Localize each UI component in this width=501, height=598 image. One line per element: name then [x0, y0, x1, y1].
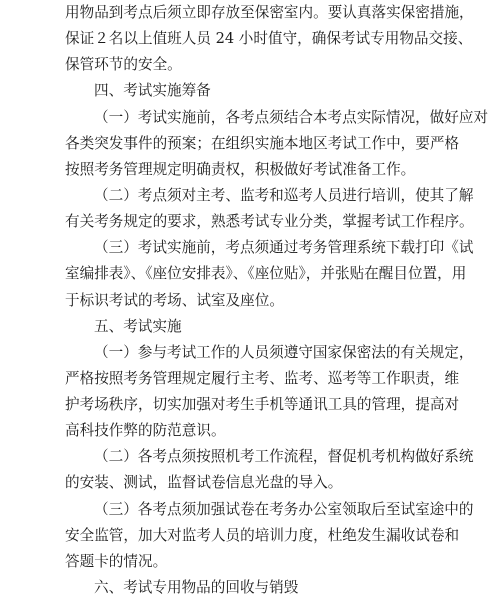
paragraph-line: 保证２名以上值班人员 24 小时值守，确保考试专用物品交接、 [65, 30, 473, 47]
paragraph-line: 的安装、测试，监督试卷信息光盘的导入。 [65, 474, 343, 491]
section-heading: 五、考试实施 [94, 318, 182, 335]
paragraph-line: （二）各考点须按照机考工作流程，督促机考机构做好系统 [94, 448, 474, 465]
paragraph-line: （二）考点须对主考、监考和巡考人员进行培训，使其了解 [94, 187, 474, 204]
paragraph-line: （三）各考点须加强试卷在考务办公室领取后至试室途中的 [94, 501, 474, 518]
paragraph-line: 于标识考试的考场、试室及座位。 [65, 292, 284, 309]
paragraph-line: 有关考务规定的要求，熟悉考试专业分类，掌握考试工作程序。 [65, 213, 474, 230]
paragraph-line: 高科技作弊的防范意识。 [65, 422, 226, 439]
section-heading: 六、考试专用物品的回收与销毁 [94, 579, 299, 596]
paragraph-line: 保管环节的安全。 [65, 56, 182, 73]
paragraph-line: （一）考试实施前，各考点须结合本考点实际情况，做好应对 [94, 109, 489, 126]
paragraph-line: 严格按照考务管理规定履行主考、监考、巡考等工作职责，维 [65, 370, 460, 387]
paragraph-line: 室编排表》、《座位安排表》、《座位贴》，并张贴在醒目位置，用 [65, 265, 467, 282]
paragraph-line: （三）考试实施前，考点须通过考务管理系统下载打印《试 [94, 239, 474, 256]
section-heading: 四、考试实施筹备 [94, 82, 211, 99]
paragraph-line: 按照考务管理规定明确责权，积极做好考试准备工作。 [65, 161, 416, 178]
paragraph-line: 护考场秩序，切实加强对考生手机等通讯工具的管理，提高对 [65, 396, 460, 413]
paragraph-line: 各类突发事件的预案；在组织实施本地区考试工作中，要严格 [65, 135, 460, 152]
paragraph-line: 答题卡的情况。 [65, 553, 168, 570]
paragraph-line: 用物品到考点后须立即存放至保密室内。要认真落实保密措施， [65, 4, 474, 21]
paragraph-line: （一）参与考试工作的人员须遵守国家保密法的有关规定， [94, 344, 474, 361]
paragraph-line: 安全监管，加大对监考人员的培训力度，杜绝发生漏收试卷和 [65, 527, 460, 544]
